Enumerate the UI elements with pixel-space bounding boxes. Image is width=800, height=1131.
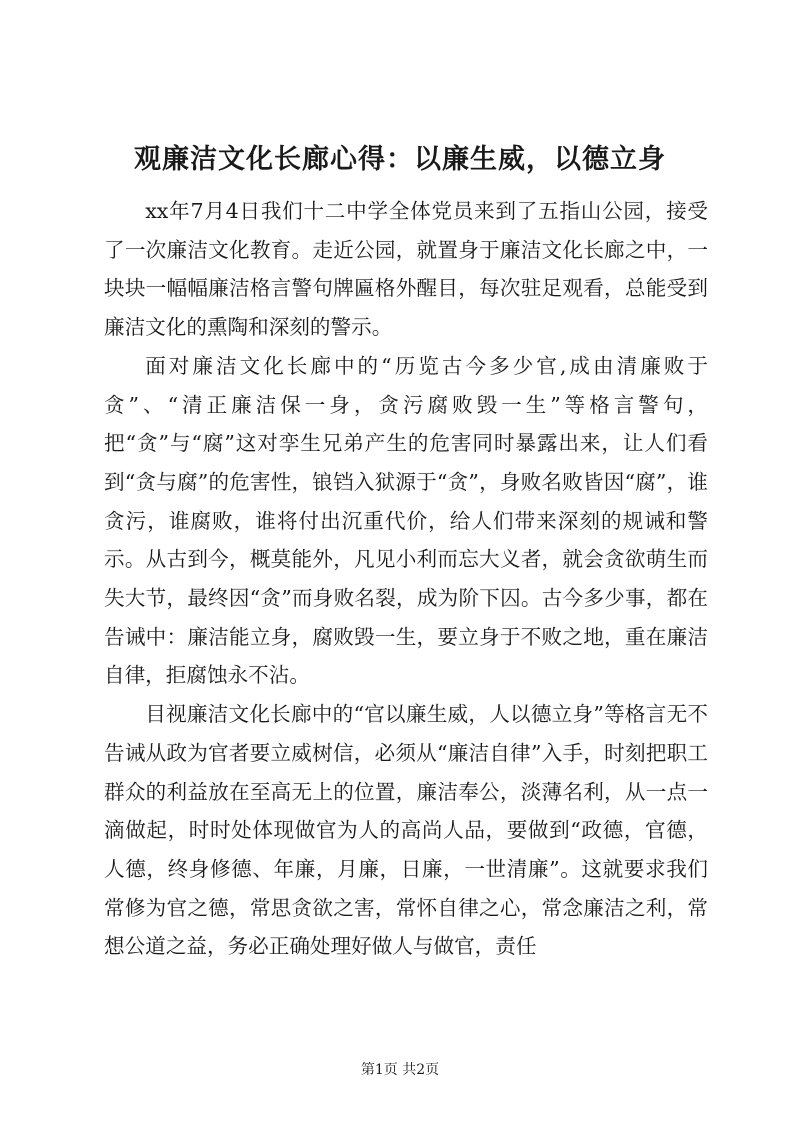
- paragraph: 面对廉洁文化长廊中的“历览古今多少官,成由清廉败于贪”、“清正廉洁保一身，贪污腐败毁一生”等格言警句，把“贪”与“腐”这对孪生兄弟产生的危害同时暴露出来，让人们看到“贪与腐”的危害性，锒铛入狱源于“贪”，身败名败皆因“腐”，谁贪污，谁腐败，谁将付出沉重代价，给人们带来深刻的规诫和警示。从古到今，概莫能外，凡见小利而忘大义者，就会贪欲萌生而失大节，最终因“贪”而身败名裂，成为阶下囚。古今多少事，都在告诫中：廉洁能立身，腐败毁一生，要立身于不败之地，重在廉洁自律，拒腐蚀永不沾。: [104, 353, 708, 688]
- paragraph: 目视廉洁文化长廊中的“官以廉生威，人以德立身”等格言无不告诫从政为官者要立威树信，必须从“廉洁自律”入手，时刻把职工群众的利益放在至高无上的位置，廉洁奉公，淡薄名利，从一点一滴做起，时时处体现做官为人的高尚人品，要做到“政德，官德，人德，终身修德、年廉，月廉，日廉，一世清廉”。这就要求我们常修为官之德，常思贪欲之害，常怀自律之心，常念廉洁之利，常想公道之益，务必正确处理好做人与做官，责任: [104, 702, 708, 959]
- document-body: [104, 192, 708, 966]
- document-title: 观廉洁文化长廊心得：以廉生威，以德立身: [134, 144, 666, 175]
- page-footer: 第1页 共2页: [360, 1062, 440, 1078]
- paragraph: xx年7月4日我们十二中学全体党员来到了五指山公园，接受了一次廉洁文化教育。走近公园，就置身于廉洁文化长廊之中，一块块一幅幅廉洁格言警句牌匾格外醒目，每次驻足观看，总能受到廉洁文化的熏陶和深刻的警示。: [104, 199, 708, 340]
